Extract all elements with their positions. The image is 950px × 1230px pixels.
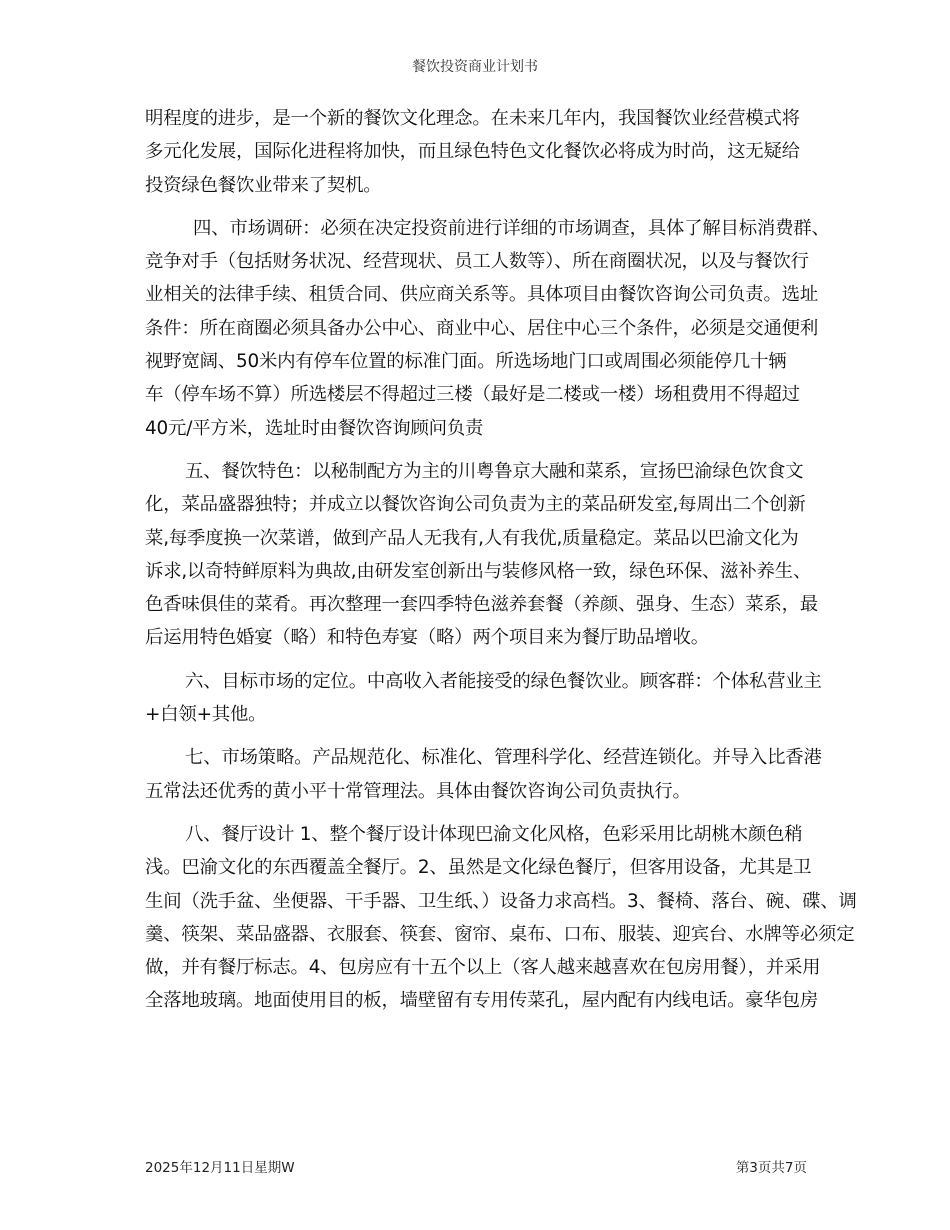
text-line: 车（停车场不算）所选楼层不得超过三楼（最好是二楼或一楼）场租费用不得超过	[145, 384, 800, 406]
document-body	[145, 102, 857, 1028]
text-line: 做，并有餐厅标志。4、包房应有十五个以上（客人越来越喜欢在包房用餐），并采用	[145, 957, 821, 979]
text-line: 条件：所在商圈必须具备办公中心、商业中心、居住中心三个条件，必须是交通便利	[145, 317, 819, 339]
text-line: 竞争对手（包括财务状况、经营现状、员工人数等）、所在商圈状况，以及与餐饮行	[145, 251, 809, 273]
text-line: 七、市场策略。产品规范化、标准化、管理科学化、经营连锁化。并导入比香港	[185, 747, 822, 769]
text-line: 明程度的进步，是一个新的餐饮文化理念。在未来几年内，我国餐饮业经营模式将	[145, 108, 800, 129]
text-line: 四、市场调研：必须在决定投资前进行详细的市场调查，具体了解目标消费群、	[193, 217, 830, 239]
text-line: 投资绿色餐饮业带来了契机。	[145, 174, 382, 196]
text-line: 视野宽阔、50米内有停车位置的标准门面。所选场地门口或周围必须能停几十辆	[145, 351, 787, 373]
paragraph-restaurant-design	[145, 818, 857, 1018]
paragraph-catering-features	[145, 455, 819, 655]
paragraph-intro	[145, 102, 807, 202]
text-line: 六、目标市场的定位。中高收入者能接受的绿色餐饮业。顾客群：个体私营业主	[185, 670, 822, 692]
text-line: 全落地玻璃。地面使用目的板，墙壁留有专用传菜孔，屋内配有内线电话。豪华包房	[145, 990, 819, 1012]
text-line: 40元/平方米，选址时由餐饮咨询顾问负责	[145, 417, 484, 439]
page-header	[0, 56, 950, 76]
text-line: 菜,每季度换一次菜谱，做到产品人无我有,人有我优,质量稳定。菜品以巴渝文化为	[145, 527, 799, 549]
document-title: 餐饮投资商业计划书	[412, 59, 538, 75]
text-line: 业相关的法律手续、租赁合同、供应商关系等。具体项目由餐饮咨询公司负责。选址	[145, 284, 819, 306]
text-line: 化，菜品盛器独特；并成立以餐饮咨询公司负责为主的菜品研发室,每周出二个创新	[145, 494, 806, 516]
paragraph-market-strategy	[145, 741, 822, 808]
footer-date: 2025年12月11日星期W	[145, 1160, 295, 1176]
paragraph-market-research	[145, 212, 830, 445]
text-line: 多元化发展，国际化进程将加快，而且绿色特色文化餐饮必将成为时尚，这无疑给	[145, 141, 800, 163]
text-line: 羹、筷架、菜品盛器、衣服套、筷套、窗帘、桌布、口布、服装、迎宾台、水牌等必须定	[145, 923, 855, 945]
text-line: 后运用特色婚宴（略）和特色寿宴（略）两个项目来为餐厅助品增收。	[145, 627, 709, 649]
text-line: 浅。巴渝文化的东西覆盖全餐厅。2、虽然是文化绿色餐厅，但客用设备，尤其是卫	[145, 857, 812, 879]
paragraph-target-market	[145, 665, 822, 732]
text-line: 八、餐厅设计 1、整个餐厅设计体现巴渝文化风格，色彩采用比胡桃木颜色稍	[185, 823, 803, 845]
text-line: 色香味俱佳的菜肴。再次整理一套四季特色滋养套餐（养颜、强身、生态）菜系，最	[145, 594, 819, 616]
text-line: 生间（洗手盆、坐便器、干手器、卫生纸、）设备力求高档。3、餐椅、落台、碗、碟、调	[145, 890, 857, 912]
text-line: +白领+其他。	[145, 704, 267, 726]
text-line: 诉求,以奇特鲜原料为典故,由研发室创新出与装修风格一致，绿色环保、滋补养生、	[145, 560, 812, 582]
footer-page-number: 第3页共7页	[735, 1160, 807, 1176]
text-line: 五、餐饮特色：以秘制配方为主的川粤鲁京大融和菜系，宣扬巴渝绿色饮食文	[185, 460, 804, 482]
text-line: 五常法还优秀的黄小平十常管理法。具体由餐饮咨询公司负责执行。	[145, 780, 691, 802]
